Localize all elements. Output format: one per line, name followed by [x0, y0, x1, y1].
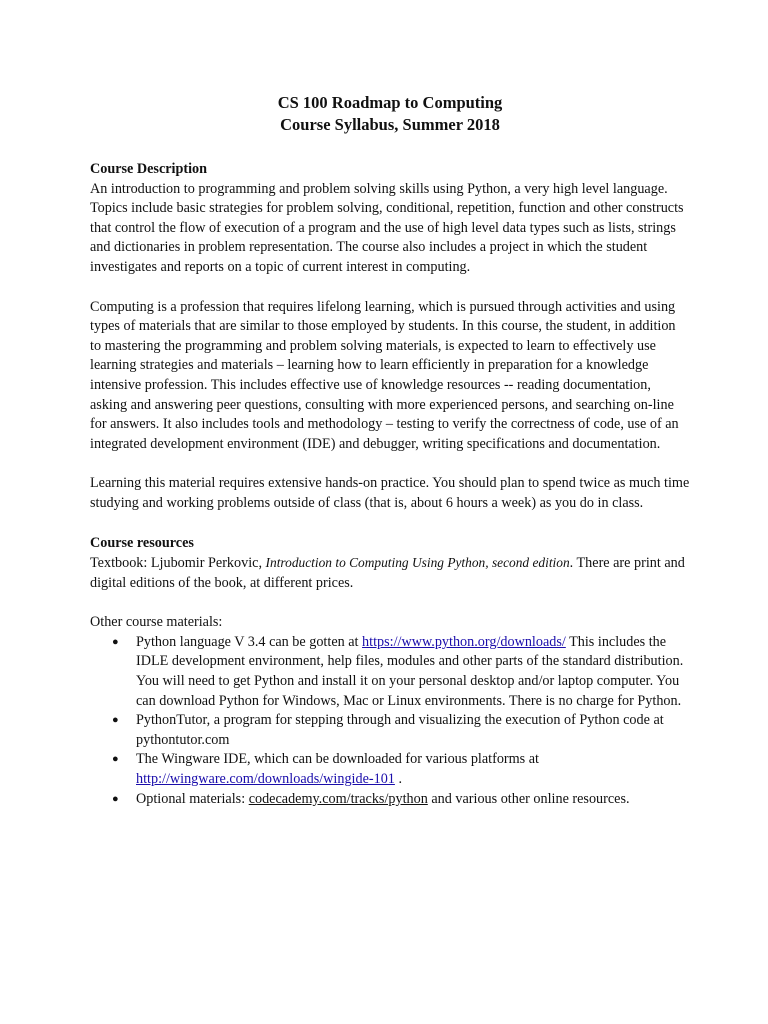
python-downloads-link[interactable]: https://www.python.org/downloads/ [362, 633, 566, 650]
syllabus-page [90, 92, 690, 809]
textbook-paragraph [90, 553, 690, 593]
bullet-icon: ● [112, 792, 119, 805]
wingware-item-text-after: . [394, 771, 402, 788]
optional-item-text: Optional materials: [136, 790, 249, 807]
bullet-icon: ● [112, 753, 119, 766]
title-block [90, 92, 690, 136]
python-item-text-after: This includes the IDLE development environment, help files, modules and other parts of the standard distribution. You will need to get Python and install it on your personal desktop and/or laptop computer. You can download Python for Windows, Mac or Linux environments. There is no charge for Python. [136, 633, 684, 709]
description-paragraph-3: Learning this material requires extensive hands-on practice. You should plan to spend twice as much time studying and working problems outside of class (that is, about 6 hours a week) as you do in class. [90, 475, 690, 511]
textbook-suffix: . There are print and digital editions of the book, at different prices. [90, 555, 685, 591]
pythontutor-item-text: PythonTutor, a program for stepping through and visualizing the execution of Python code at pythontutor.com [136, 712, 664, 748]
bullet-icon: ● [112, 635, 119, 648]
list-item [90, 711, 690, 750]
course-description-heading: Course Description [90, 161, 208, 177]
wingware-downloads-link[interactable]: http://wingware.com/downloads/wingide-101 [136, 771, 395, 788]
optional-item-text-after: and various other online resources. [427, 790, 630, 807]
wingware-item-text: The Wingware IDE, which can be downloaded for various platforms at [136, 751, 539, 768]
course-description-section [90, 160, 690, 514]
materials-list [90, 633, 690, 809]
bullet-icon: ● [112, 714, 119, 727]
course-title: CS 100 Roadmap to Computing [277, 93, 503, 112]
textbook-prefix: Textbook: Ljubomir Perkovic, [90, 555, 266, 572]
course-resources-heading: Course resources [90, 534, 194, 551]
course-resources-section [90, 534, 690, 810]
list-item [90, 750, 690, 789]
python-item-text: Python language V 3.4 can be gotten at [136, 633, 363, 650]
list-item [90, 633, 690, 711]
description-paragraph-2: Computing is a profession that requires lifelong learning, which is pursued through activities and using types of materials that are similar to those employed by students. In this course, the student, in addition to mastering the programming and problem solving materials, is expected to learn to effectively use learning strategies and materials – learning how to learn efficiently in preparation for a knowledge intensive profession. This includes effective use of knowledge resources -- reading documentation, asking and answering peer questions, consulting with more experienced persons, and searching on-line for answers. It also includes tools and methodology – testing to verify the correctness of code, use of an integrated development environment (IDE) and debugger, writing specifications and documentation. [90, 298, 679, 452]
list-item [90, 790, 690, 810]
other-materials-label: Other course materials: [90, 614, 223, 631]
description-paragraph-1: An introduction to programming and problem solving skills using Python, a very high level language. Topics include basic strategies for problem solving, conditional, repetition, function and other constructs that control the flow of execution of a program and the use of high level data types such as lists, strings and dictionaries in problem representation. The course also includes a project in which the student investigates and reports on a topic of current interest in computing. [90, 180, 684, 275]
syllabus-subtitle: Course Syllabus, Summer 2018 [280, 115, 500, 134]
textbook-title: Introduction to Computing Using Python, second edition [265, 555, 570, 571]
codecademy-link[interactable]: codecademy.com/tracks/python [248, 790, 428, 807]
